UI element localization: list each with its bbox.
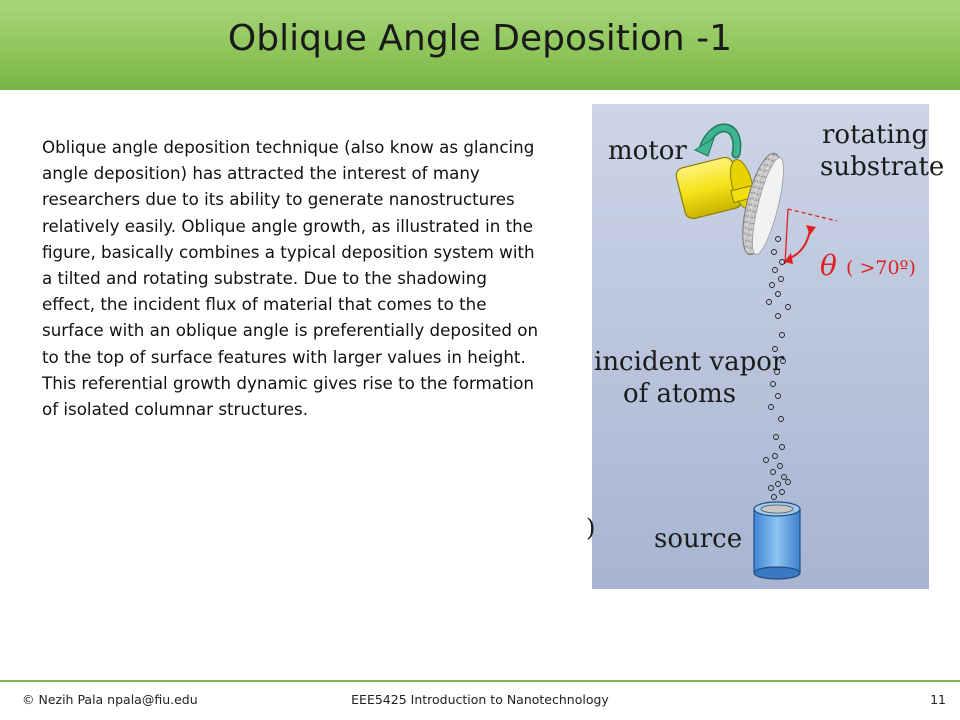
footer-author: © Nezih Pala npala@fiu.edu [22, 692, 198, 707]
vapor-label-line1: incident vapor [594, 347, 785, 377]
body-paragraph: Oblique angle deposition technique (also know as glancing angle deposition) has attracted the interest of many researchers due to its ability to generate nanostructures relatively easily. Oblique angle growth, as illustrated in the figure, basically combines a typical deposition system with a tilted and rotating substrate. Due to the shadowing effect, the incident flux of material that comes to the surface with an oblique angle is preferentially deposited on to the top of surface features with larger values in height. This referential growth dynamic gives rise to the formation of isolated columnar structures. [42, 137, 539, 420]
vapor-label-line2: of atoms [623, 379, 737, 409]
angle-label: ( >70º) [846, 257, 916, 279]
source-crucible [754, 502, 800, 579]
substrate-label-line2: substrate [820, 152, 945, 182]
substrate-label-line1: rotating [822, 120, 929, 150]
footer-course: EEE5425 Introduction to Nanotechnology [351, 692, 609, 707]
oblique-deposition-figure [586, 104, 945, 589]
motor-label: motor [608, 136, 687, 166]
source-label: source [654, 524, 743, 554]
slide-title: Oblique Angle Deposition -1 [227, 18, 733, 59]
footer-divider [0, 680, 960, 682]
cropped-glyph: ) [586, 514, 596, 542]
theta-symbol: θ [820, 249, 837, 282]
page-number: 11 [930, 692, 946, 707]
